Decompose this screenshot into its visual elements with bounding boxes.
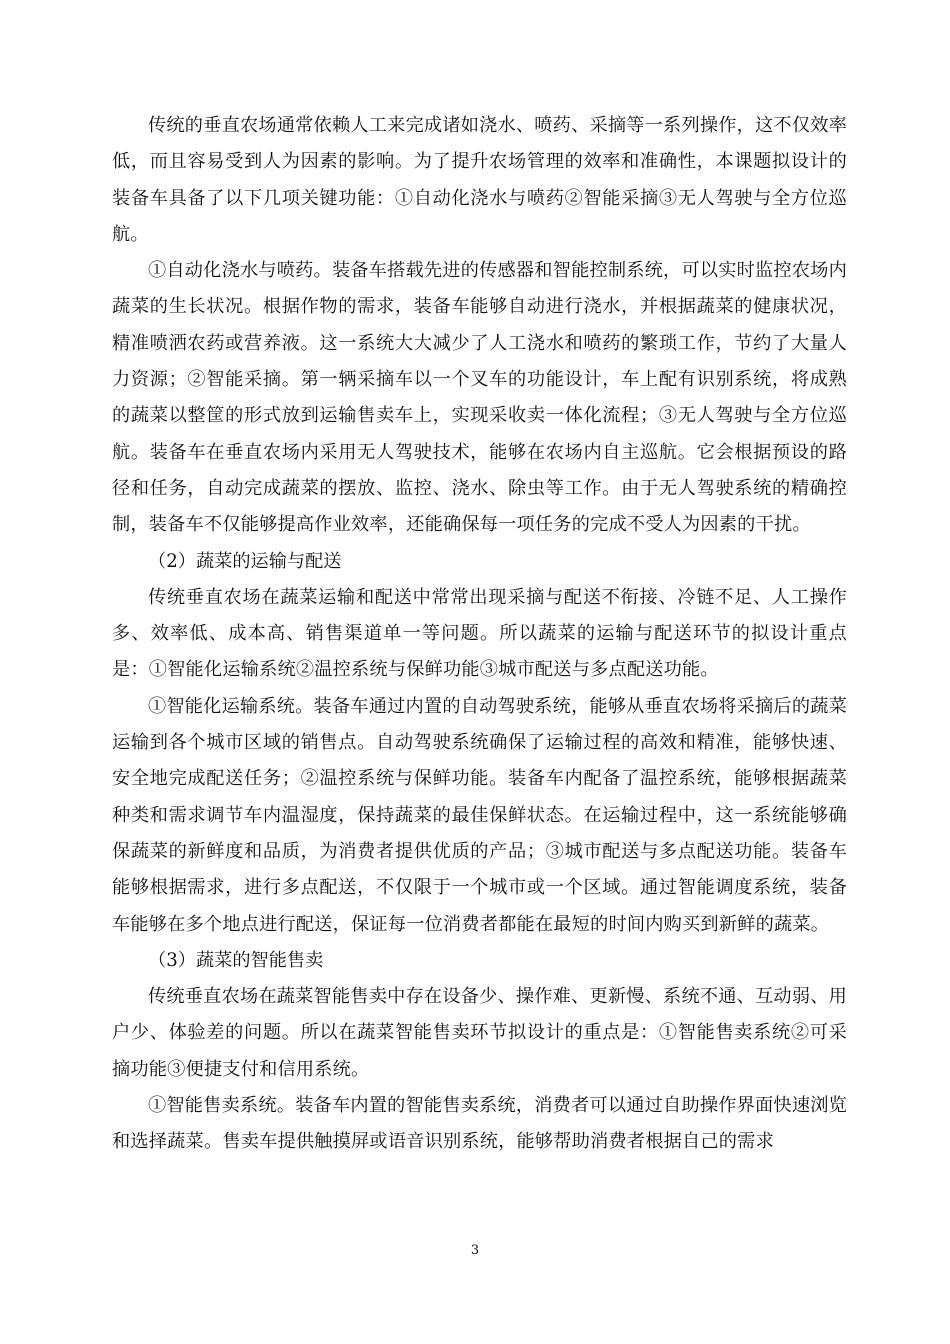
paragraph-sales-intro: 传统垂直农场在蔬菜智能售卖中存在设备少、操作难、更新慢、系统不通、互动弱、用户少、体验差的问题。所以在蔬菜智能售卖环节拟设计的重点是：①智能售卖系统②可采摘功能③便捷支付和信用系统。 xyxy=(112,986,847,1080)
section-heading-transport: （2）蔬菜的运输与配送 xyxy=(148,550,342,572)
paragraph-transport-intro: 传统垂直农场在蔬菜运输和配送中常常出现采摘与配送不衔接、冷链不足、人工操作多、效率低、成本高、销售渠道单一等问题。所以蔬菜的运输与配送环节的拟设计重点是：①智能化运输系统②温控系统与保鲜功能③城市配送与多点配送功能。 xyxy=(112,586,847,681)
paragraph-intro: 传统的垂直农场通常依赖人工来完成诸如浇水、喷药、采摘等一系列操作，这不仅效率低，而且容易受到人为因素的影响。为了提升农场管理的效率和准确性，本课题拟设计的装备车具备了以下几项关键功能：①自动化浇水与喷药②智能采摘③无人驾驶与全方位巡航。 xyxy=(112,115,847,245)
document-body xyxy=(112,108,847,1161)
paragraph-auto-watering: ①自动化浇水与喷药。装备车搭载先进的传感器和智能控制系统，可以实时监控农场内蔬菜的生长状况。根据作物的需求，装备车能够自动进行浇水，并根据蔬菜的健康状况，精准喷洒农药或营养液。这一系统大大减少了人工浇水和喷药的繁琐工作，节约了大量人力资源；②智能采摘。第一辆采摘车以一个叉车的功能设计，车上配有识别系统，将成熟的蔬菜以整筐的形式放到运输售卖车上，实现采收卖一体化流程；③无人驾驶与全方位巡航。装备车在垂直农场内采用无人驾驶技术，能够在农场内自主巡航。它会根据预设的路径和任务，自动完成蔬菜的摆放、监控、浇水、除虫等工作。由于无人驾驶系统的精确控制，装备车不仅能够提高作业效率，还能确保每一项任务的完成不受人为因素的干扰。 xyxy=(112,260,847,536)
paragraph-sales-details: ①智能售卖系统。装备车内置的智能售卖系统，消费者可以通过自助操作界面快速浏览和选择蔬菜。售卖车提供触摸屏或语音识别系统，能够帮助消费者根据自己的需求 xyxy=(112,1095,847,1153)
section-heading-sales: （3）蔬菜的智能售卖 xyxy=(148,949,324,971)
paragraph-transport-details: ①智能化运输系统。装备车通过内置的自动驾驶系统，能够从垂直农场将采摘后的蔬菜运输到各个城市区域的销售点。自动驾驶系统确保了运输过程的高效和精准，能够快速、安全地完成配送任务；②温控系统与保鲜功能。装备车内配备了温控系统，能够根据蔬菜种类和需求调节车内温湿度，保持蔬菜的最佳保鲜状态。在运输过程中，这一系统能够确保蔬菜的新鲜度和品质，为消费者提供优质的产品；③城市配送与多点配送功能。装备车能够根据需求，进行多点配送，不仅限于一个城市或一个区域。通过智能调度系统，装备车能够在多个地点进行配送，保证每一位消费者都能在最短的时间内购买到新鲜的蔬菜。 xyxy=(112,695,847,935)
page-number: 3 xyxy=(470,1243,480,1258)
